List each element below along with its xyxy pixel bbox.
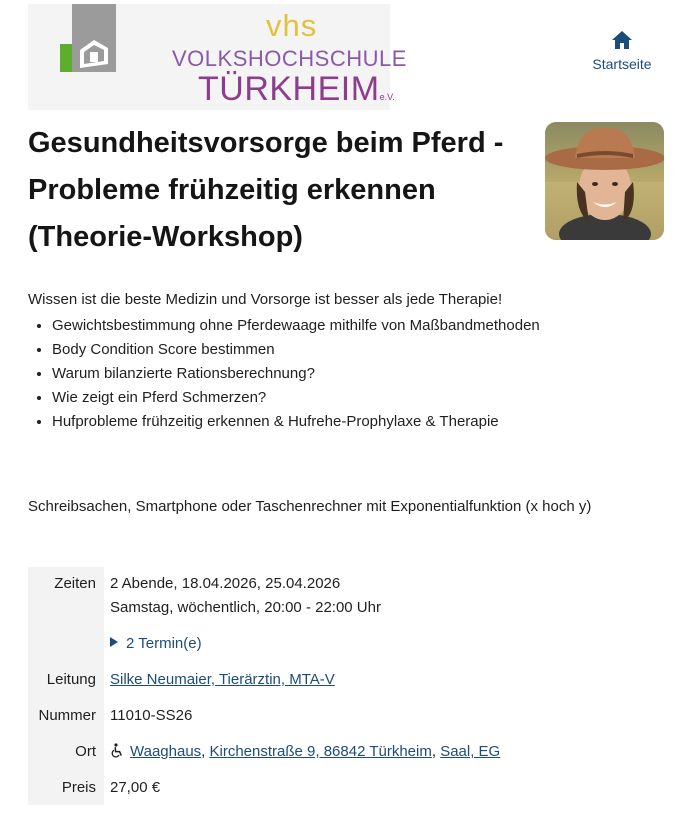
label-preis: Preis: [61, 779, 96, 796]
instructor-photo: [545, 122, 664, 240]
home-link[interactable]: [580, 30, 664, 74]
label-zeiten: Zeiten: [54, 575, 96, 592]
address-link[interactable]: Kirchenstraße 9, 86842 Türkheim: [209, 743, 432, 760]
logo-green-block: [60, 44, 72, 72]
course-intro: Wissen ist die beste Medizin und Vorsorge ist besser als jede Therapie!: [28, 291, 503, 308]
topic-item: • Warum bilanzierte Rationsberechnung?: [52, 362, 540, 386]
price-value: 27,00 €: [110, 779, 161, 796]
location-value: [110, 743, 500, 760]
zeiten-line2: Samstag, wöchentlich, 20:00 - 22:00 Uhr: [110, 599, 381, 616]
topic-item: • Hufprobleme frühzeitig erkennen & Hufrehe-Prophylaxe & Therapie: [52, 410, 540, 434]
termine-toggle[interactable]: [110, 635, 202, 652]
ort-separator: ,: [201, 743, 206, 760]
room-link[interactable]: Saal, EG: [440, 743, 501, 760]
house-logo-icon: [72, 4, 116, 72]
logo-line2: [198, 70, 395, 109]
topic-item: • Body Condition Score bestimmen: [52, 338, 540, 362]
course-requirements: Schreibsachen, Smartphone oder Taschenrechner mit Exponentialfunktion (x hoch y): [28, 498, 592, 515]
home-icon: [611, 30, 633, 50]
course-number: 11010-SS26: [110, 707, 193, 724]
instructor-link[interactable]: Silke Neumaier, Tierärztin, MTA-V: [110, 671, 335, 688]
logo-line2-text: TÜRKHEIM: [198, 70, 380, 108]
course-topics-list: [28, 314, 540, 434]
label-nummer: Nummer: [38, 707, 96, 724]
zeiten-line1: 2 Abende, 18.04.2026, 25.04.2026: [110, 575, 341, 592]
topic-item: • Gewichtsbestimmung ohne Pferdewaage mithilfe von Maßbandmethoden: [52, 314, 540, 338]
vhs-logo[interactable]: [28, 4, 407, 110]
site-header: [0, 0, 673, 112]
topic-item: • Wie zeigt ein Pferd Schmerzen?: [52, 386, 540, 410]
wheelchair-icon: [110, 743, 124, 758]
termine-toggle-label: 2 Termin(e): [126, 635, 202, 652]
label-ort: Ort: [75, 743, 96, 760]
ort-separator: ,: [431, 743, 437, 760]
disclosure-triangle-icon: [110, 637, 118, 647]
instructor-photo-image: [545, 122, 664, 240]
logo-suffix: e.V.: [379, 92, 395, 102]
home-label: Startseite: [592, 56, 652, 72]
venue-link[interactable]: Waaghaus: [130, 743, 202, 760]
logo-vhs-text: vhs: [266, 8, 318, 43]
logo-line1: VOLKSHOCHSCHULE: [172, 46, 407, 71]
course-title: Gesundheitsvorsorge beim Pferd - Probleme frühzeitig erkennen (Theorie-Workshop): [28, 127, 504, 253]
label-leitung: Leitung: [46, 671, 96, 688]
